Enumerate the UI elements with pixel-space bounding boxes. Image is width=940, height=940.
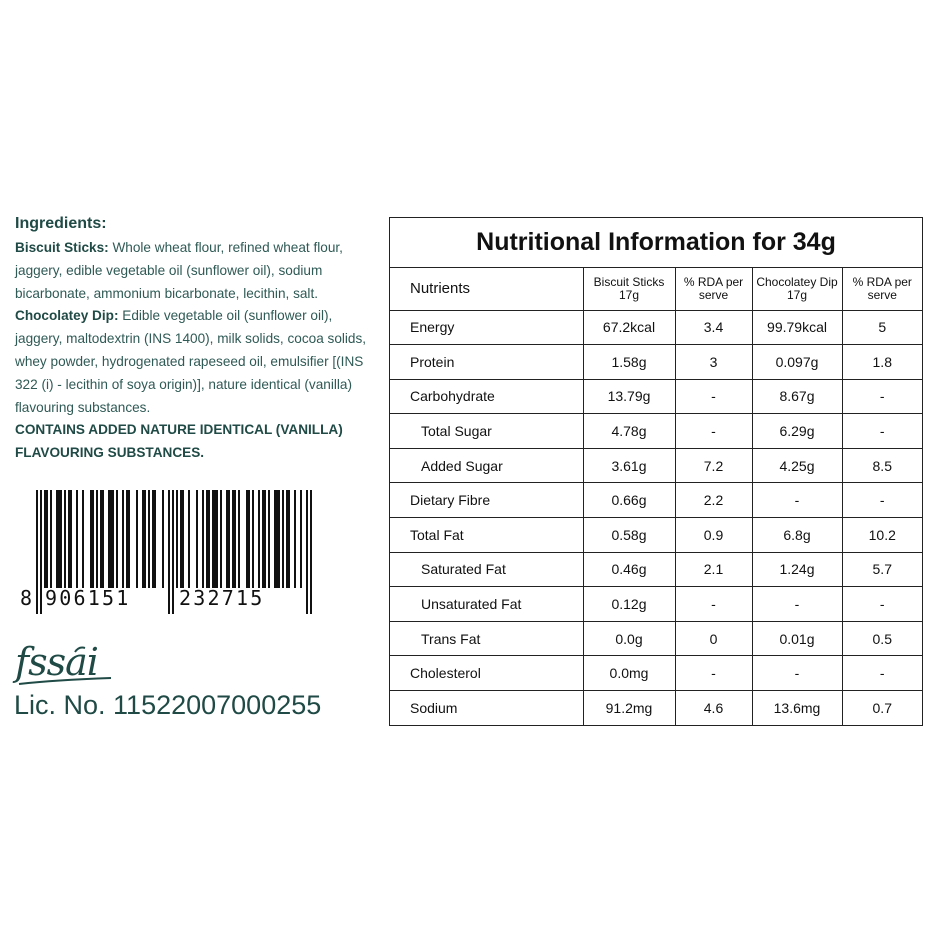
cell-name: Added Sugar: [390, 448, 583, 483]
cell-name: Protein: [390, 345, 583, 380]
cell-rda1: 3: [675, 345, 752, 380]
cell-biscuit: 0.0g: [583, 621, 675, 656]
cell-rda2: -: [842, 483, 922, 518]
table-row: [390, 518, 922, 553]
nutrition-grid: [390, 268, 922, 725]
header-rda-2: % RDA per serve: [842, 268, 922, 310]
biscuit-text: Whole wheat flour, refined wheat flour, jaggery, edible vegetable oil (sunflower oil), sodium bicarbonate, ammonium bicarbonate, lecithin, salt.: [15, 240, 343, 301]
cell-dip: 1.24g: [752, 552, 842, 587]
cell-rda1: 2.1: [675, 552, 752, 587]
table-row: [390, 310, 922, 345]
cell-rda2: 5.7: [842, 552, 922, 587]
cell-name: Saturated Fat: [390, 552, 583, 587]
header-nutrients: Nutrients: [390, 268, 583, 310]
cell-name: Total Sugar: [390, 414, 583, 449]
cell-biscuit: 91.2mg: [583, 691, 675, 726]
dip-label: Chocolatey Dip:: [15, 308, 119, 324]
cell-name: Carbohydrate: [390, 379, 583, 414]
cell-biscuit: 0.58g: [583, 518, 675, 553]
cell-name: Dietary Fibre: [390, 483, 583, 518]
cell-rda2: -: [842, 587, 922, 622]
cell-dip: 0.01g: [752, 621, 842, 656]
cell-dip: 6.29g: [752, 414, 842, 449]
table-row: [390, 587, 922, 622]
header-rda-1: % RDA per serve: [675, 268, 752, 310]
barcode: [14, 490, 316, 620]
ingredients-panel: [15, 213, 377, 465]
cell-rda1: -: [675, 379, 752, 414]
cell-dip: 13.6mg: [752, 691, 842, 726]
header-biscuit: Biscuit Sticks 17g: [583, 268, 675, 310]
cell-dip: 0.097g: [752, 345, 842, 380]
nutrition-table: [389, 217, 923, 726]
cell-dip: -: [752, 483, 842, 518]
barcode-group-1: 906151: [45, 586, 131, 610]
flavouring-note: CONTAINS ADDED NATURE IDENTICAL (VANILLA) FLAVOURING SUBSTANCES.: [15, 422, 343, 461]
table-row: [390, 552, 922, 587]
cell-rda1: 7.2: [675, 448, 752, 483]
cell-rda2: 0.5: [842, 621, 922, 656]
cell-dip: 99.79kcal: [752, 310, 842, 345]
table-row: [390, 483, 922, 518]
cell-rda1: -: [675, 414, 752, 449]
table-row: [390, 621, 922, 656]
biscuit-label: Biscuit Sticks:: [15, 240, 109, 255]
cell-rda2: 0.7: [872, 700, 892, 717]
cell-rda2: -: [842, 379, 922, 414]
cell-dip: 6.8g: [752, 518, 842, 553]
cell-rda1: 0.9: [675, 518, 752, 553]
cell-biscuit: 3.61g: [583, 448, 675, 483]
cell-biscuit: 4.78g: [583, 414, 675, 449]
cell-rda1: 3.4: [675, 310, 752, 345]
cell-rda2: 10.2: [842, 518, 922, 553]
cell-name: Total Fat: [390, 518, 583, 553]
biscuit-ingredients: [15, 237, 377, 305]
cell-dip: -: [752, 656, 842, 691]
cell-rda2: -: [842, 414, 922, 449]
cell-biscuit: 0.12g: [583, 587, 675, 622]
dip-text: Edible vegetable oil (sunflower oil), jaggery, maltodextrin (INS 1400), milk solids, cocoa solids, whey powder, hydrogenated rapeseed oil, emulsifier [(INS 322 (i) - lecithin of soya origin)], nature identical (vanilla) flavouring substances.: [15, 308, 367, 415]
cell-biscuit: 0.46g: [583, 552, 675, 587]
cell-rda1: 4.6: [675, 691, 752, 726]
cell-biscuit: 1.58g: [583, 345, 675, 380]
table-row: [390, 379, 922, 414]
cell-rda1: -: [675, 587, 752, 622]
table-row: [390, 414, 922, 449]
cell-rda1: 0: [675, 621, 752, 656]
cell-dip: -: [752, 587, 842, 622]
dip-ingredients: [15, 305, 377, 419]
cell-rda2: -: [842, 656, 922, 691]
table-row: [390, 448, 922, 483]
cell-name: Sodium: [390, 691, 583, 726]
fssai-logo-text: fssai: [15, 640, 98, 684]
cell-rda1: -: [675, 656, 752, 691]
cell-dip: 8.67g: [752, 379, 842, 414]
cell-name: Cholesterol: [390, 656, 583, 691]
table-row: [390, 691, 922, 726]
cell-name: Energy: [390, 310, 583, 345]
ingredients-title: Ingredients:: [15, 215, 107, 232]
cell-biscuit: 67.2kcal: [583, 310, 675, 345]
cell-biscuit: 0.66g: [583, 483, 675, 518]
cell-biscuit: 13.79g: [583, 379, 675, 414]
cell-name: Trans Fat: [390, 621, 583, 656]
nutrition-title: Nutritional Information for 34g: [390, 218, 922, 268]
table-row: [390, 656, 922, 691]
cell-rda1: 2.2: [675, 483, 752, 518]
cell-rda2: 5: [842, 310, 922, 345]
barcode-group-2: 232715: [179, 586, 265, 610]
header-dip: Chocolatey Dip 17g: [752, 268, 842, 310]
cell-rda2: 1.8: [842, 345, 922, 380]
barcode-lead-digit: 8: [20, 586, 33, 610]
cell-rda2: 8.5: [842, 448, 922, 483]
cell-biscuit: 0.0mg: [583, 656, 675, 691]
license-number: Lic. No. 11522007000255: [14, 690, 322, 720]
cell-dip: 4.25g: [752, 448, 842, 483]
table-row: [390, 345, 922, 380]
cell-name: Unsaturated Fat: [390, 587, 583, 622]
